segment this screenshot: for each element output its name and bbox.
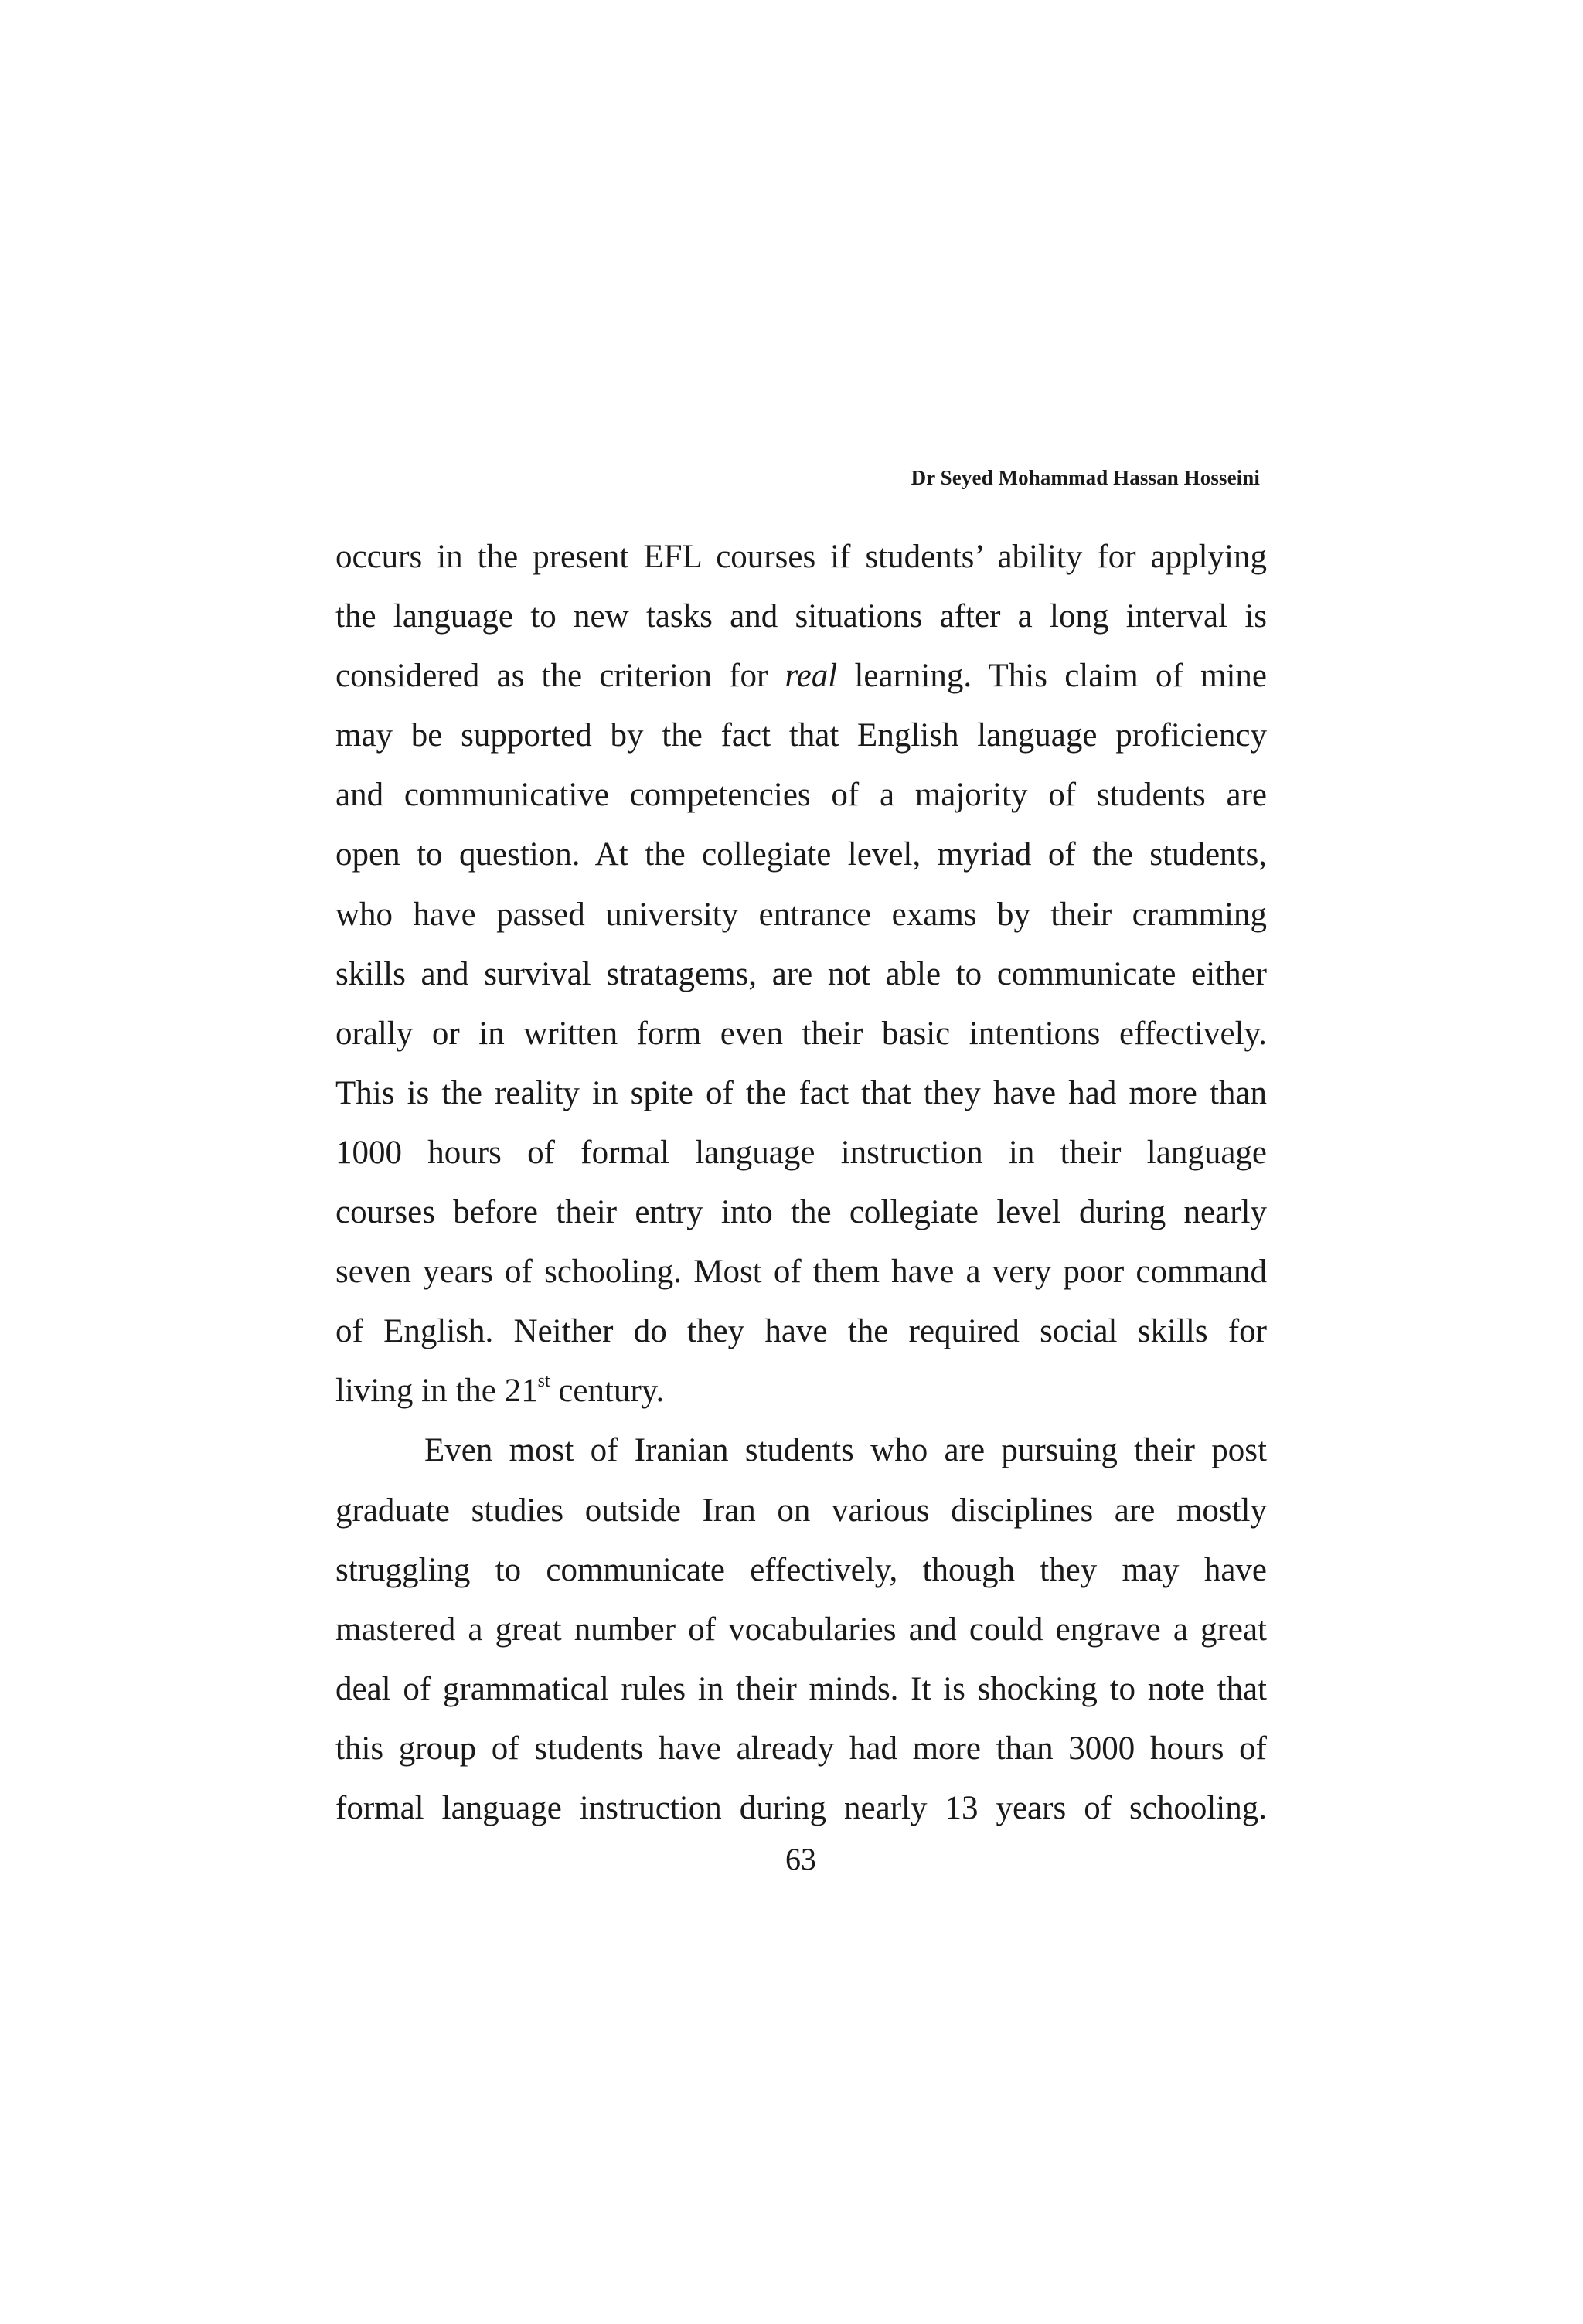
text-line-content: this group of students have already had more than 3000 hours of [335,1730,1267,1767]
text-line-content: deal of grammatical rules in their minds. It is shocking to note that [335,1670,1267,1707]
text-line [335,944,1267,1004]
text-line [335,1719,1267,1778]
text-line-content: seven years of schooling. Most of them have a very poor command [335,1254,1267,1291]
text-line-content [335,1370,665,1410]
text-line-content: may be supported by the fact that English language proficiency [335,717,1267,754]
text-line-content: occurs in the present EFL courses if students’ ability for applying [335,539,1267,575]
text-line-content: graduate studies outside Iran on various disciplines are mostly [335,1492,1267,1529]
text-line [335,1063,1267,1123]
text-line [335,1540,1267,1600]
text-line [335,1361,1267,1421]
text-line-content: skills and survival stratagems, are not able to communicate either [335,955,1267,992]
paragraph-2 [335,1421,1267,1838]
paragraph-1 [335,527,1267,1421]
text-line [335,646,1267,706]
text-line-content: mastered a great number of vocabularies and could engrave a great [335,1611,1267,1648]
text-line [335,1421,1267,1480]
running-header-author: Dr Seyed Mohammad Hassan Hosseini [911,466,1260,489]
page-number [0,1841,1583,1878]
text-line [335,587,1267,646]
text-line [335,706,1267,765]
text-line [335,1182,1267,1242]
text-line [335,1481,1267,1540]
text-line-content: formal language instruction during nearly 13 years of schooling. [335,1789,1267,1826]
text-line-content: of English. Neither do they have the required social skills for [335,1313,1267,1350]
text-segment: living in the 21 [335,1373,538,1410]
text-line [335,1123,1267,1182]
text-line-content: the language to new tasks and situations after a long interval is [335,598,1267,635]
text-line-content: 1000 hours of formal language instruction in their language [335,1134,1267,1171]
text-line-content: courses before their entry into the collegiate level during nearly [335,1194,1267,1231]
text-segment: century. [550,1373,665,1410]
text-line [335,1778,1267,1838]
text-line [335,1659,1267,1719]
text-line [335,527,1267,587]
text-line [335,1600,1267,1659]
text-line-content: struggling to communicate effectively, though they may have [335,1551,1267,1588]
page-number-label: 63 [785,1842,816,1877]
text-segment: considered as the criterion for [335,658,785,695]
body-text [335,527,1267,1838]
text-line-content [335,658,1267,694]
text-line [335,825,1267,884]
text-line [335,765,1267,825]
text-line-content: This is the reality in spite of the fact that they have had more than [335,1074,1267,1111]
italic-emphasis: real [785,658,838,695]
text-line-content: orally or in written form even their basic intentions effectively. [335,1015,1267,1052]
text-line [335,1242,1267,1302]
text-line [335,1004,1267,1063]
text-line-content: Even most of Iranian students who are pursuing their post [424,1432,1267,1469]
text-line-content: who have passed university entrance exams by their cramming [335,896,1267,933]
text-segment: learning. This claim of mine [837,658,1267,695]
text-line-content: open to question. At the collegiate level, myriad of the students, [335,836,1267,873]
superscript-ordinal: st [537,1370,550,1391]
text-line [335,1302,1267,1361]
text-line [335,885,1267,944]
text-line-content: and communicative competencies of a majority of students are [335,777,1267,814]
